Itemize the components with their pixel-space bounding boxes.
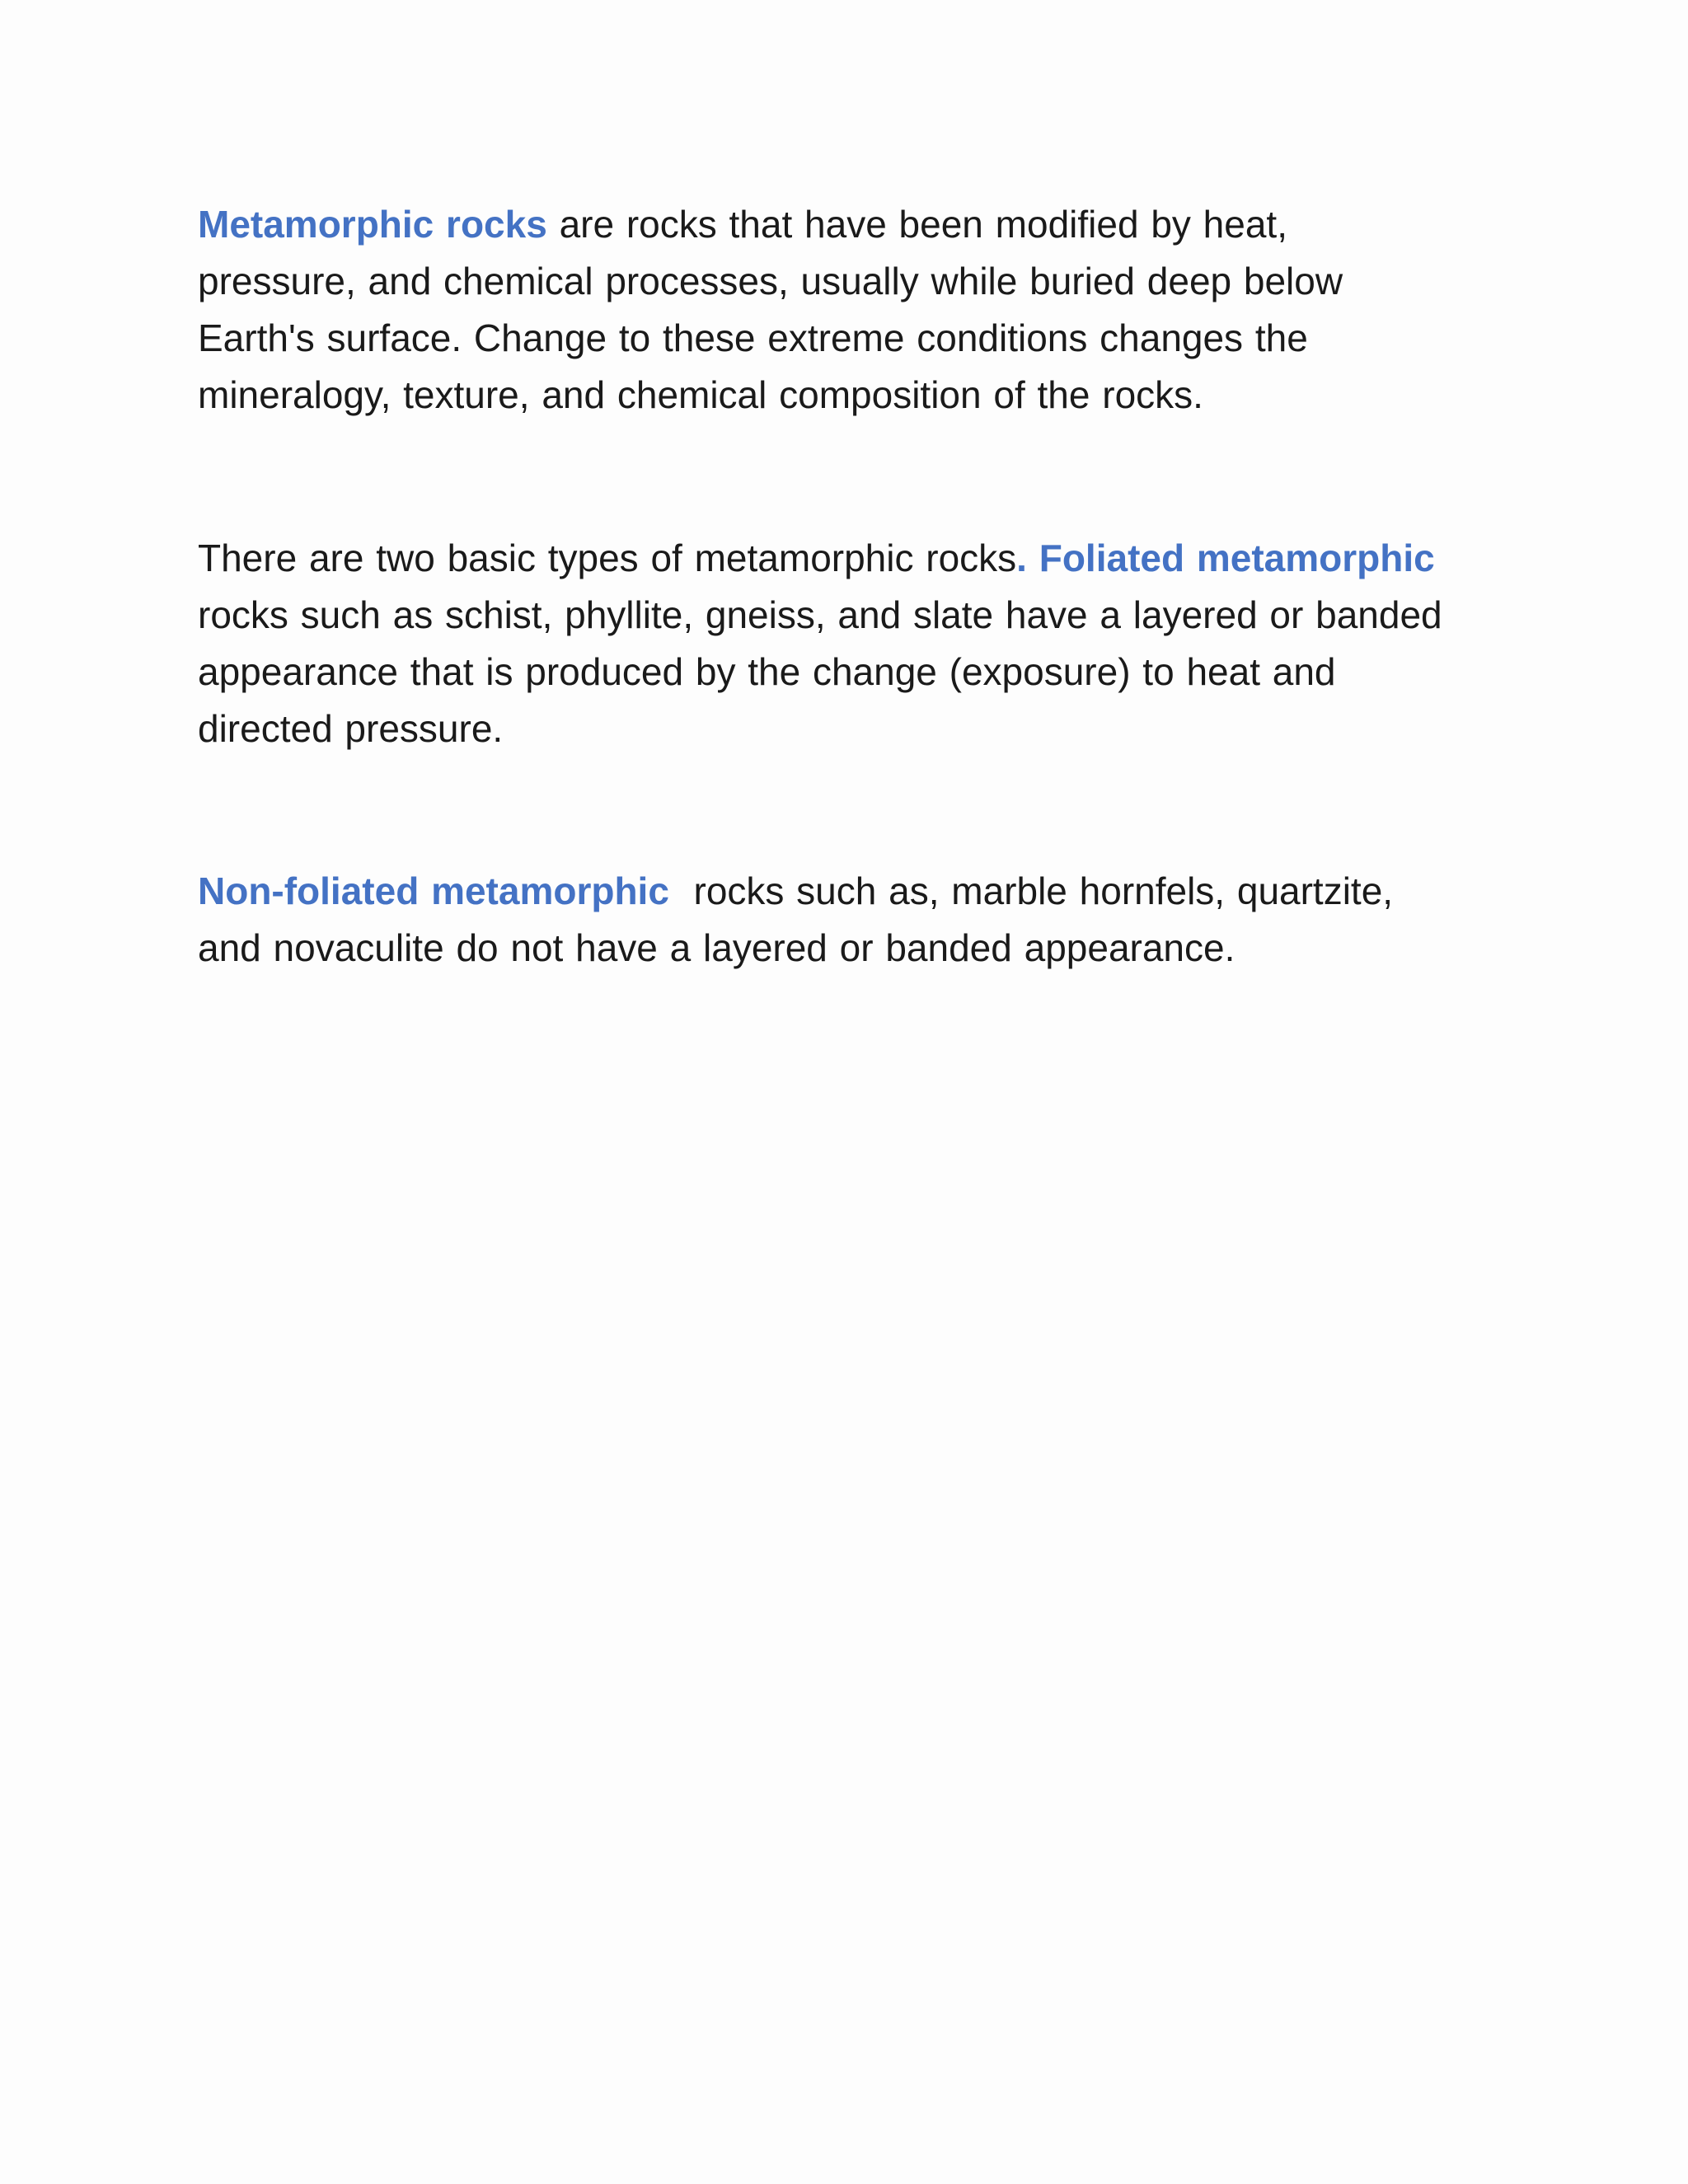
text-run: are rocks that have been modified by heat, bbox=[546, 203, 1287, 246]
paragraph-line: appearance that is produced by the change (exposure) to heat and bbox=[198, 650, 1336, 693]
paragraph-line bbox=[198, 530, 1517, 587]
term-non-foliated-metamorphic: Non-foliated metamorphic bbox=[198, 869, 669, 912]
term-foliated-metamorphic: Foliated metamorphic bbox=[1026, 537, 1435, 579]
paragraph-line: Earth's surface. Change to these extreme conditions changes the bbox=[198, 316, 1308, 359]
text-run: There are two basic types of metamorphic rocks bbox=[198, 537, 1017, 579]
paragraph-line: directed pressure. bbox=[198, 707, 504, 750]
term-metamorphic-rocks: Metamorphic rocks bbox=[198, 203, 547, 246]
highlight-dot: . bbox=[1016, 537, 1027, 579]
paragraph-line: and novaculite do not have a layered or banded appearance. bbox=[198, 926, 1236, 969]
paragraph-non-foliated bbox=[198, 863, 1517, 977]
paragraph-line bbox=[198, 196, 1517, 253]
paragraph-foliated bbox=[198, 530, 1517, 757]
paragraph-metamorphic-rocks bbox=[198, 196, 1517, 424]
paragraph-line: rocks such as schist, phyllite, gneiss, and slate have a layered or banded bbox=[198, 593, 1442, 636]
paragraph-line: mineralogy, texture, and chemical composition of the rocks. bbox=[198, 373, 1203, 416]
paragraph-line bbox=[198, 863, 1517, 920]
paragraph-line: pressure, and chemical processes, usually while buried deep below bbox=[198, 260, 1343, 302]
text-run: rocks such as, marble hornfels, quartzite, bbox=[668, 869, 1394, 912]
